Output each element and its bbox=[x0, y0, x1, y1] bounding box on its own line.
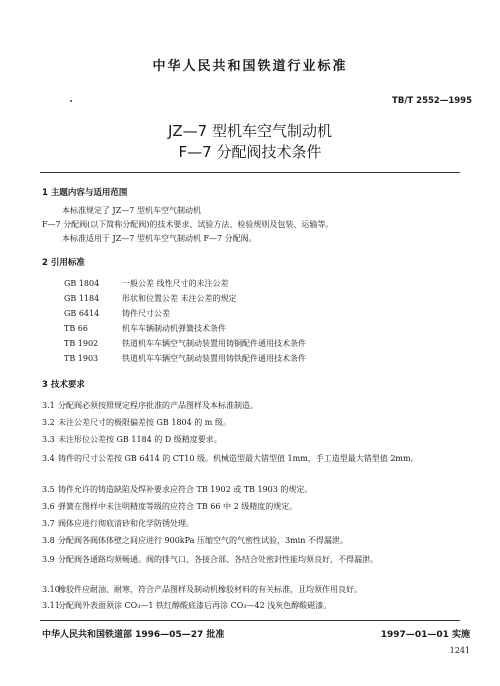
reference-title: 形状和位置公差 未注公差的规定 bbox=[122, 294, 237, 303]
requirement-number: 3.6 bbox=[42, 502, 55, 511]
title-line-2: F—7 分配阀技术条件 bbox=[178, 143, 322, 161]
requirement-item bbox=[42, 484, 462, 495]
scan-speck bbox=[70, 100, 72, 102]
requirement-item bbox=[42, 518, 462, 529]
reference-code: TB 1902 bbox=[64, 339, 99, 348]
reference-code: TB 1903 bbox=[64, 354, 99, 363]
reference-title: 铸件尺寸公差 bbox=[122, 309, 170, 318]
page-number: 1241 bbox=[449, 646, 470, 655]
requirement-number: 3.3 bbox=[42, 435, 55, 444]
approval-line: 中华人民共和国铁道部 1996—05—27 批准 bbox=[42, 630, 225, 640]
requirement-number: 3.5 bbox=[42, 485, 55, 494]
requirement-text: 铸件的尺寸公差按 GB 6414 的 CT10 级。机械造型最大错型值 1mm，手工造型最大错型值 2mm。 bbox=[58, 454, 419, 463]
requirement-item bbox=[42, 600, 462, 611]
reference-item bbox=[64, 321, 464, 336]
section-3-heading: 3 技术要求 bbox=[42, 380, 85, 390]
requirement-number: 3.7 bbox=[42, 519, 55, 528]
top-divider bbox=[40, 172, 460, 173]
requirement-item bbox=[42, 552, 462, 567]
requirement-text: 铸件允许的铸造缺陷及焊补要求应符合 TB 1902 或 TB 1903 的规定。 bbox=[58, 485, 313, 494]
section-2-heading: 2 引用标准 bbox=[42, 258, 85, 268]
requirement-item bbox=[42, 451, 462, 466]
requirement-number: 3.2 bbox=[42, 418, 55, 427]
requirement-number: 3.9 bbox=[42, 555, 55, 564]
reference-item bbox=[64, 306, 464, 321]
title-line-1: JZ—7 型机车空气制动机 bbox=[167, 122, 332, 140]
requirement-item bbox=[42, 417, 462, 428]
reference-code: GB 1184 bbox=[64, 294, 100, 303]
reference-code: GB 1804 bbox=[64, 279, 100, 288]
requirement-item bbox=[42, 535, 462, 546]
reference-title: 铁道机车车辆空气制动装置用铸铁配件通用技术条件 bbox=[122, 354, 306, 363]
requirement-number: 3.1 bbox=[42, 401, 55, 410]
reference-title: 机车车辆制动机弹簧技术条件 bbox=[122, 324, 226, 333]
reference-item bbox=[64, 336, 464, 351]
requirement-text: 分配阀必须按照规定程序批准的产品图样及本标准制造。 bbox=[58, 401, 258, 410]
requirement-text: 分配阀各阀体体壁之间应进行 900kPa 压缩空气的气密性试验，3min 不得漏泄。 bbox=[58, 536, 348, 545]
requirement-text: 阀体应进行彻底清砂和化学防锈处理。 bbox=[58, 519, 194, 528]
standard-number: TB/T 2552—1995 bbox=[392, 96, 472, 106]
reference-title: 一般公差 线性尺寸的未注公差 bbox=[122, 279, 229, 288]
requirement-text: 分配阀外表面须涂 CO₃—1 铁红醇酸底漆后再涂 CO₃—42 浅灰色醇酸磁漆。 bbox=[58, 601, 332, 610]
requirement-item bbox=[42, 501, 462, 512]
reference-code: TB 66 bbox=[64, 324, 88, 333]
reference-title: 铁道机车车辆空气制动装置用铸铜配件通用技术条件 bbox=[122, 339, 306, 348]
requirement-item bbox=[42, 434, 462, 445]
requirement-text: 未注公差尺寸的极限偏差按 GB 1804 的 m 级。 bbox=[58, 418, 231, 427]
standard-header: 中华人民共和国铁道行业标准 bbox=[152, 59, 348, 74]
requirement-item bbox=[42, 400, 462, 411]
section-1-para-1: 本标准规定了 JZ—7 型机车空气制动机 bbox=[62, 206, 201, 215]
section-1-heading: 1 主题内容与适用范围 bbox=[42, 188, 128, 198]
requirement-number: 3.11 bbox=[42, 601, 60, 610]
section-1-para-3: 本标准适用于 JZ—7 型机车空气制动机 F—7 分配阀。 bbox=[62, 234, 257, 243]
reference-item bbox=[64, 351, 464, 366]
requirement-text: 未注形位公差按 GB 1184 的 D 级精度要求。 bbox=[58, 435, 222, 444]
reference-code: GB 6414 bbox=[64, 309, 100, 318]
section-1-para-2: F—7 分配阀(以下简称分配阀)的技术要求、试验方法、检验规则及包装、运输等。 bbox=[42, 220, 334, 229]
requirement-text: 弹簧在图样中未注明精度等级的应符合 TB 66 中 2 级精度的规定。 bbox=[58, 502, 298, 511]
reference-list bbox=[64, 276, 464, 366]
requirement-number: 3.8 bbox=[42, 536, 55, 545]
reference-item bbox=[64, 291, 464, 306]
reference-item bbox=[64, 276, 464, 291]
requirement-text: 分配阀各通路均须畅通。阀的排气口、各接合部、各结合处密封性能均须良好，不得漏泄。 bbox=[58, 555, 378, 564]
effective-date: 1997—01—01 实施 bbox=[380, 630, 470, 640]
requirement-text: 橡胶件应耐油、耐寒，符合产品图样及制动机橡胶材料的有关标准，且均须作用良好。 bbox=[58, 585, 362, 594]
bottom-divider bbox=[40, 620, 460, 621]
requirement-item bbox=[42, 584, 462, 595]
requirement-number: 3.10 bbox=[42, 585, 60, 594]
requirement-number: 3.4 bbox=[42, 454, 55, 463]
